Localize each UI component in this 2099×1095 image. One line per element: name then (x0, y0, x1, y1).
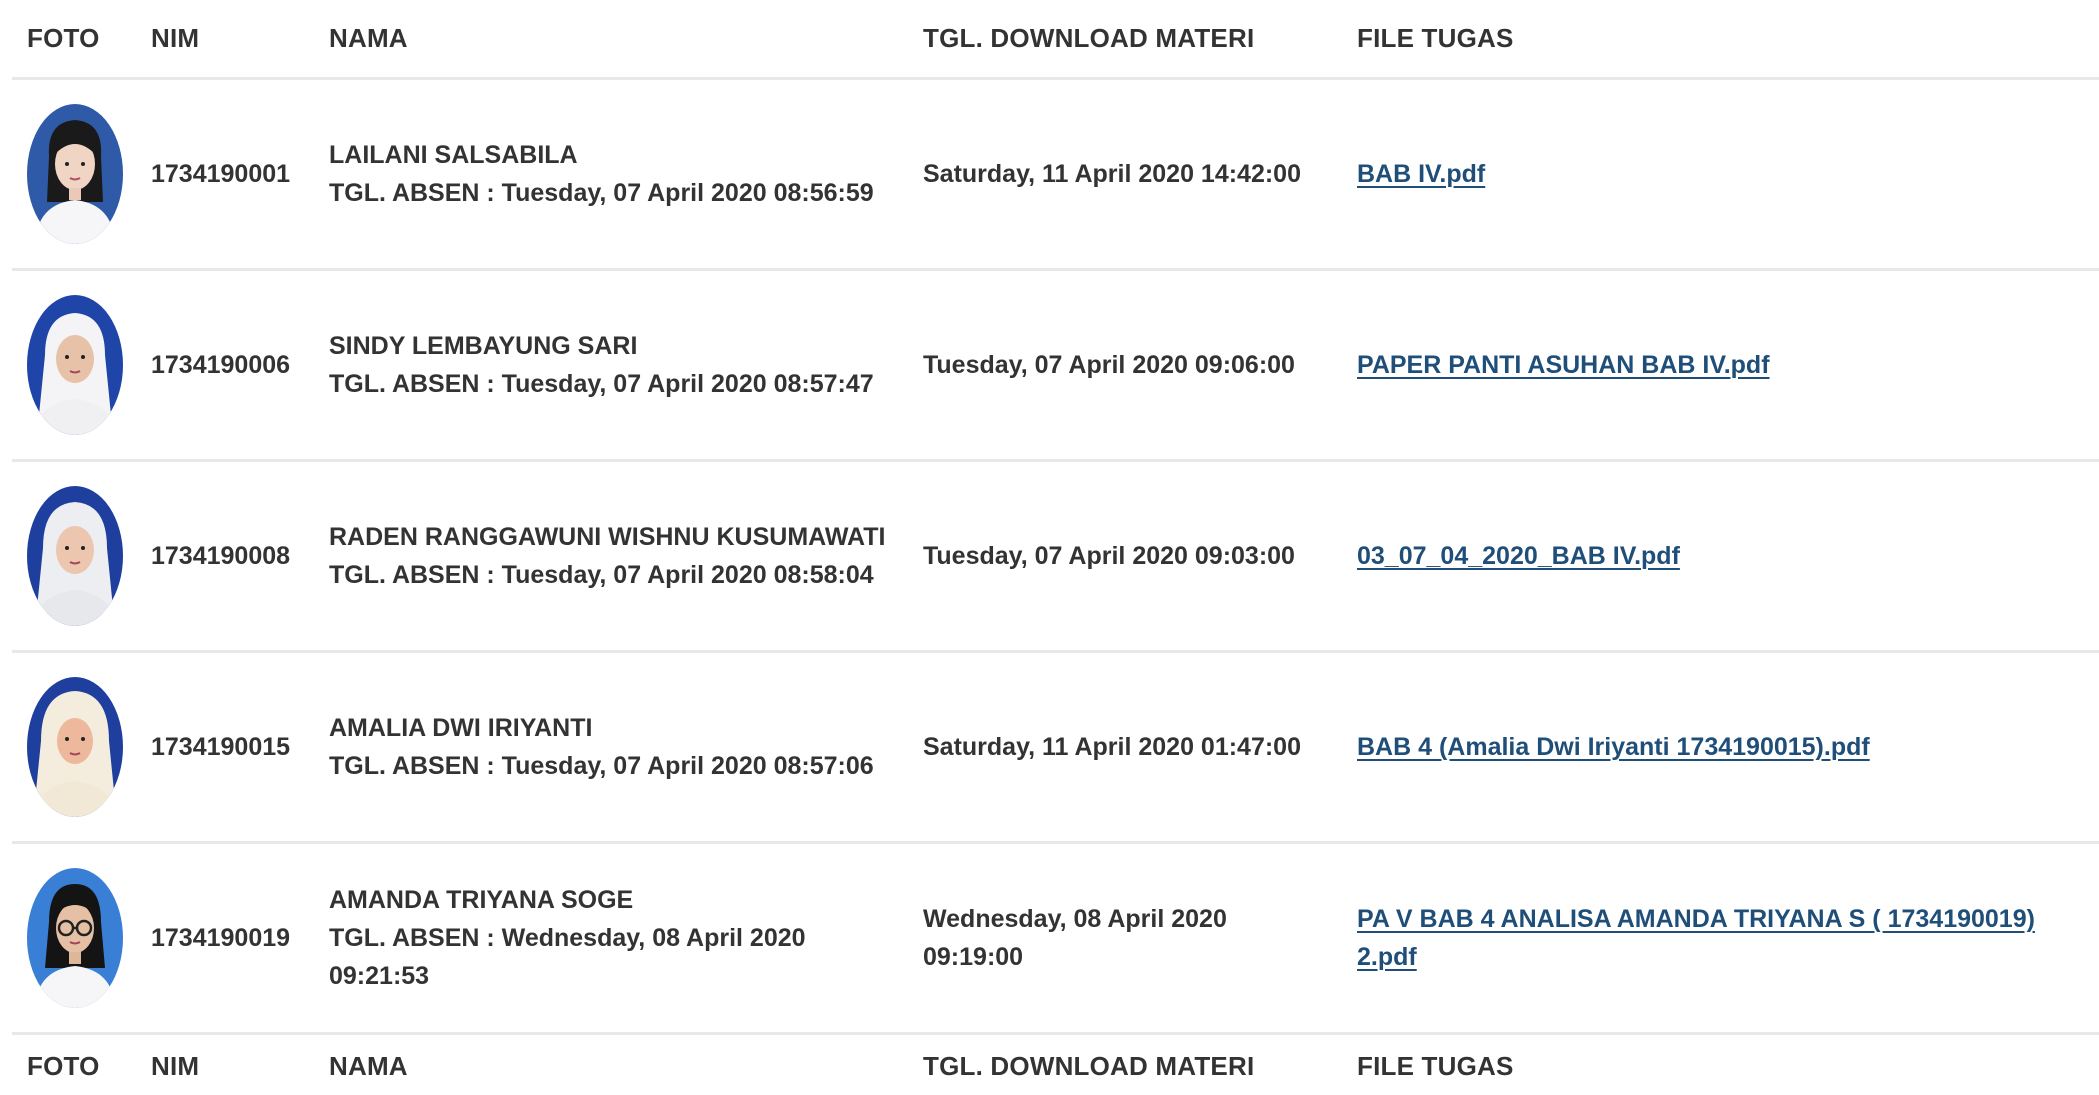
table-row (12, 462, 2099, 653)
nim-cell: 1734190008 (151, 542, 291, 570)
table-footer-row (12, 1035, 2099, 1095)
assignment-table (12, 0, 2099, 1095)
student-photo-graphic (27, 486, 123, 626)
download-date-cell: Tuesday, 07 April 2020 09:06:00 (923, 351, 1295, 379)
file-tugas-link[interactable]: 03_07_04_2020_BAB IV.pdf (1357, 542, 1680, 570)
file-tugas-link[interactable]: PA V BAB 4 ANALISA AMANDA TRIYANA S ( 1734190019) (1357, 905, 2035, 933)
nim-cell: 1734190019 (151, 924, 291, 952)
table-row (12, 844, 2099, 1035)
photo-cell (27, 462, 137, 650)
photo-cell (27, 80, 137, 268)
absen-date-line1: TGL. ABSEN : Wednesday, 08 April 2020 (329, 924, 806, 952)
download-date-line1: Wednesday, 08 April 2020 (923, 905, 1227, 933)
nama-cell (329, 80, 919, 268)
absen-date: TGL. ABSEN : Tuesday, 07 April 2020 08:57:47 (329, 370, 874, 398)
file-tugas-link[interactable]: PAPER PANTI ASUHAN BAB IV.pdf (1357, 351, 1770, 379)
student-name: AMANDA TRIYANA SOGE (329, 886, 634, 914)
student-photo-graphic (27, 677, 123, 817)
photo-cell (27, 653, 137, 841)
file-cell (1357, 653, 2099, 841)
student-name: LAILANI SALSABILA (329, 141, 578, 169)
nim-cell: 1734190015 (151, 733, 291, 761)
header-tgl-download: TGL. DOWNLOAD MATERI (923, 23, 1255, 53)
student-name: AMALIA DWI IRIYANTI (329, 714, 593, 742)
footer-nama: NAMA (329, 1051, 408, 1081)
download-date-cell (923, 844, 1343, 1032)
student-name: SINDY LEMBAYUNG SARI (329, 332, 638, 360)
student-photo (27, 104, 123, 244)
file-tugas-link-continued[interactable]: 2.pdf (1357, 943, 1417, 971)
file-cell (1357, 271, 2099, 459)
student-name: RADEN RANGGAWUNI WISHNU KUSUMAWATI (329, 523, 886, 551)
download-date-cell: Saturday, 11 April 2020 14:42:00 (923, 160, 1301, 188)
header-file-tugas: FILE TUGAS (1357, 23, 1514, 53)
file-tugas-link[interactable]: BAB 4 (Amalia Dwi Iriyanti 1734190015).pdf (1357, 733, 1870, 761)
student-photo-graphic (27, 104, 123, 244)
nim-cell: 1734190001 (151, 160, 291, 188)
footer-file-tugas: FILE TUGAS (1357, 1051, 1514, 1081)
student-photo-graphic (27, 295, 123, 435)
nim-cell: 1734190006 (151, 351, 291, 379)
absen-date: TGL. ABSEN : Tuesday, 07 April 2020 08:58:04 (329, 561, 874, 589)
photo-cell (27, 271, 137, 459)
student-photo (27, 486, 123, 626)
nama-cell (329, 844, 919, 1032)
table-row (12, 653, 2099, 844)
absen-date: TGL. ABSEN : Tuesday, 07 April 2020 08:57:06 (329, 752, 874, 780)
header-foto: FOTO (27, 23, 100, 53)
download-date-cell: Tuesday, 07 April 2020 09:03:00 (923, 542, 1295, 570)
nama-cell (329, 271, 919, 459)
download-date-cell: Saturday, 11 April 2020 01:47:00 (923, 733, 1301, 761)
student-photo-graphic (27, 868, 123, 1008)
student-photo (27, 295, 123, 435)
header-nama: NAMA (329, 23, 408, 53)
nama-cell (329, 653, 919, 841)
table-row (12, 80, 2099, 271)
footer-tgl-download: TGL. DOWNLOAD MATERI (923, 1051, 1255, 1081)
absen-date: TGL. ABSEN : Tuesday, 07 April 2020 08:56:59 (329, 179, 874, 207)
file-cell (1357, 462, 2099, 650)
footer-foto: FOTO (27, 1051, 100, 1081)
download-date-line2: 09:19:00 (923, 943, 1024, 971)
table-row (12, 271, 2099, 462)
header-nim: NIM (151, 23, 200, 53)
file-cell (1357, 844, 2099, 1032)
file-cell (1357, 80, 2099, 268)
nama-cell (329, 462, 919, 650)
file-tugas-link[interactable]: BAB IV.pdf (1357, 160, 1486, 188)
absen-date-line2: 09:21:53 (329, 962, 430, 990)
footer-nim: NIM (151, 1051, 200, 1081)
student-photo (27, 677, 123, 817)
student-photo (27, 868, 123, 1008)
table-header-row (12, 0, 2099, 80)
photo-cell (27, 844, 137, 1032)
